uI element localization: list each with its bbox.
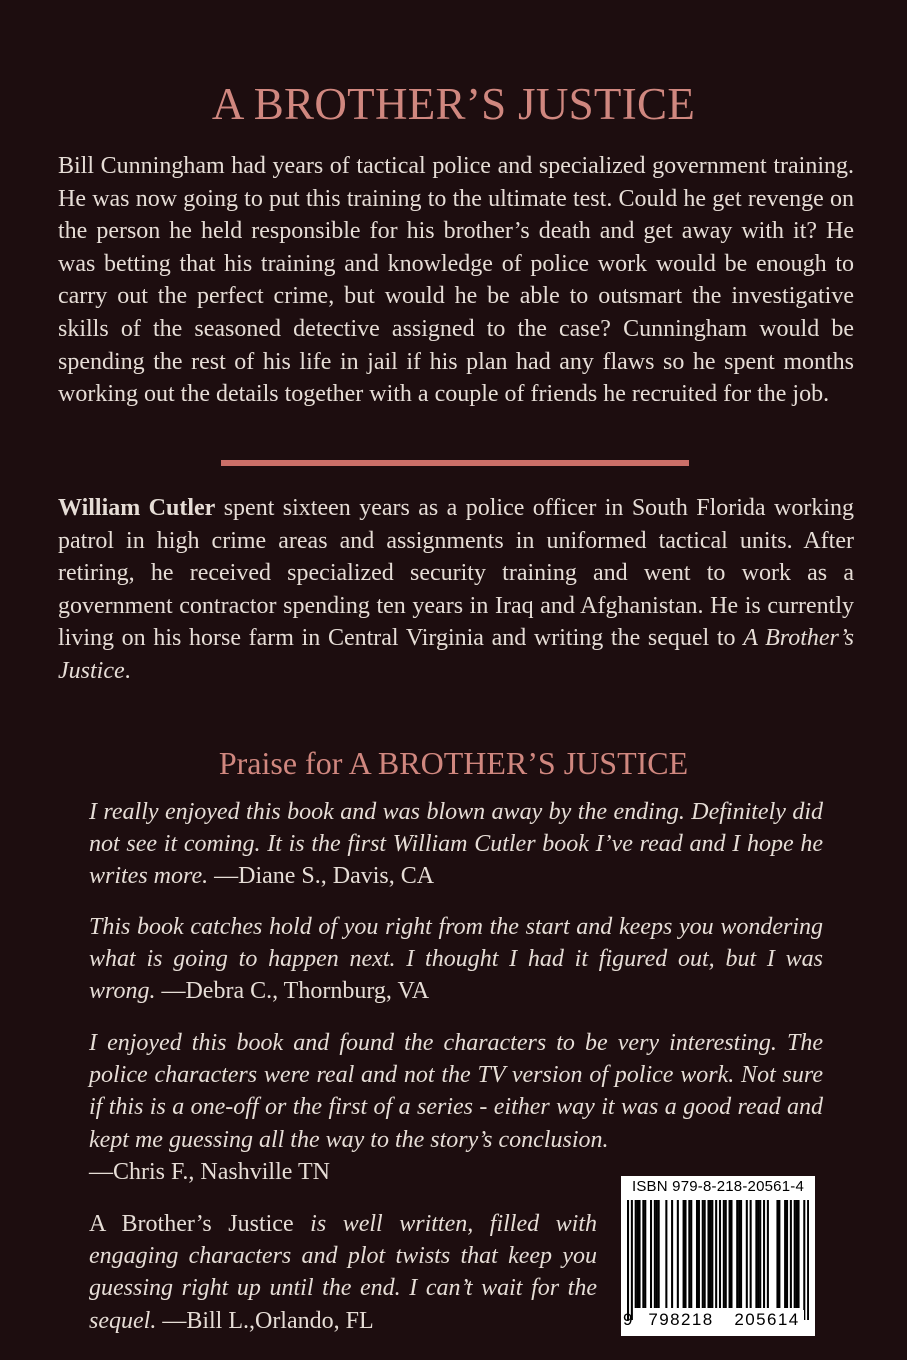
isbn-barcode — [621, 1176, 815, 1336]
book-title: A BROTHER’S JUSTICE — [211, 79, 696, 129]
barcode-bar — [790, 1200, 792, 1308]
barcode-bar — [784, 1200, 786, 1308]
barcode-bar — [723, 1200, 725, 1308]
barcode-bar — [702, 1200, 704, 1308]
barcode-bars — [627, 1200, 809, 1320]
praise-quote — [89, 796, 823, 893]
barcode-bar — [644, 1200, 646, 1308]
barcode-bar — [796, 1200, 798, 1308]
praise-heading: Praise for A BROTHER’S JUSTICE — [218, 745, 689, 781]
barcode-bar — [759, 1200, 761, 1308]
praise-quote — [89, 1027, 823, 1188]
barcode-bar — [757, 1200, 759, 1308]
barcode-bar — [738, 1200, 740, 1308]
barcode-bar — [755, 1200, 757, 1308]
barcode-bar — [709, 1200, 711, 1308]
barcode-bar — [763, 1200, 765, 1308]
barcode-bar — [637, 1200, 639, 1308]
quote-attribution: —Debra C., Thornburg, VA — [155, 978, 430, 1005]
barcode-bar — [698, 1200, 700, 1308]
barcode-bar — [654, 1200, 656, 1308]
barcode-bar — [688, 1200, 690, 1308]
section-divider — [221, 460, 689, 466]
barcode-bar — [638, 1200, 640, 1308]
barcode-bar — [707, 1200, 709, 1308]
barcode-bar — [711, 1200, 713, 1308]
barcode-bar — [719, 1200, 721, 1308]
barcode-bar — [627, 1200, 629, 1320]
author-bio-text: spent sixteen years as a police officer in South Florida working patrol in high crime areas and assignments in uniformed tactical units. After retiring, he received specialized security training and went to work as a government contractor spending ten years in Iraq and Afghanistan. He is currently living on his horse farm in Central Virginia and writing the sequel to — [58, 495, 854, 652]
barcode-bar — [658, 1200, 660, 1308]
barcode-bar — [665, 1200, 667, 1308]
quote-attribution: —Chris F., Nashville TN — [89, 1158, 330, 1185]
barcode-bar — [729, 1200, 731, 1308]
barcode-bar — [631, 1200, 633, 1320]
barcode-bar — [750, 1200, 752, 1308]
barcode-bar — [746, 1200, 748, 1308]
isbn-label: ISBN 979-8-218-20561-4 — [631, 1178, 804, 1195]
ean-first-digit: 9 — [623, 1310, 633, 1329]
author-bio-book-title: A Brother’s Justice — [58, 625, 855, 684]
quote-attribution: —Bill L.,Orlando, FL — [156, 1307, 374, 1334]
barcode-bar — [715, 1200, 717, 1308]
praise-quote — [89, 1208, 597, 1337]
barcode-bar — [736, 1200, 738, 1308]
barcode-bar — [677, 1200, 679, 1308]
quote-text: This book catches hold of you right from the start and keeps you wondering what is going to happen next. I thought I had it figured out, but I was wrong. — [89, 914, 823, 1005]
barcode-bar — [803, 1200, 805, 1320]
barcode-bar — [650, 1200, 652, 1308]
barcode-bar — [807, 1200, 809, 1320]
barcode-bar — [730, 1200, 732, 1308]
barcode-bar — [798, 1200, 800, 1308]
quote-book-title: A Brother’s Justice — [89, 1211, 294, 1237]
barcode-bar — [776, 1200, 778, 1308]
barcode-bar — [740, 1200, 742, 1308]
barcode-bar — [635, 1200, 637, 1308]
author-bio-end: . — [124, 657, 131, 684]
quote-text: I really enjoyed this book and was blown away by the ending. Definitely did not see it coming. It is the first William Cutler book I’ve read and I hope he writes more. — [89, 799, 823, 890]
barcode-bar — [696, 1200, 698, 1308]
praise-quote — [89, 911, 823, 1008]
author-name: William Cutler — [58, 495, 216, 521]
barcode-bar — [725, 1200, 727, 1308]
ean-left-digits: 798218 — [644, 1310, 718, 1330]
quote-text: is well written, filled with engaging characters and plot twists that keep you guessing right up until the end. I can’t wait for the sequel. — [89, 1211, 597, 1334]
book-blurb: Bill Cunningham had years of tactical police and specialized government training. He was now going to put this training to the ultimate test. Could he get revenge on the person he held responsible for his brother’s death and get away with it? He was betting that his training and knowledge of police work would be enough to carry out the perfect crime, but would he be able to outsmart the investigative skills of the seasoned detective assigned to the case? Cunningham would be spending the rest of his life in jail if his plan had any flaws so he spent months working out the details together with a couple of friends he recruited for the job. — [58, 153, 854, 408]
barcode-bar — [767, 1200, 769, 1308]
barcode-bar — [794, 1200, 796, 1308]
barcode-bar — [642, 1200, 644, 1308]
barcode-bar — [684, 1200, 686, 1308]
barcode-bar — [671, 1200, 673, 1308]
barcode-bar — [683, 1200, 685, 1308]
quote-attribution: —Diane S., Davis, CA — [208, 863, 435, 890]
barcode-bar — [778, 1200, 780, 1308]
barcode-bar — [656, 1200, 658, 1308]
barcode-bar — [786, 1200, 788, 1308]
quote-text: I enjoyed this book and found the characters to be very interesting. The police characters were real and not the TV version of police work. Not sure if this is a one-off or the first of a series - either way it was a good read and kept me guessing all the way to the story’s conclusion. — [89, 1030, 823, 1153]
ean-right-digits: 205614 — [730, 1310, 804, 1330]
barcode-bar — [704, 1200, 706, 1308]
author-bio — [58, 492, 854, 688]
barcode-bar — [690, 1200, 692, 1308]
